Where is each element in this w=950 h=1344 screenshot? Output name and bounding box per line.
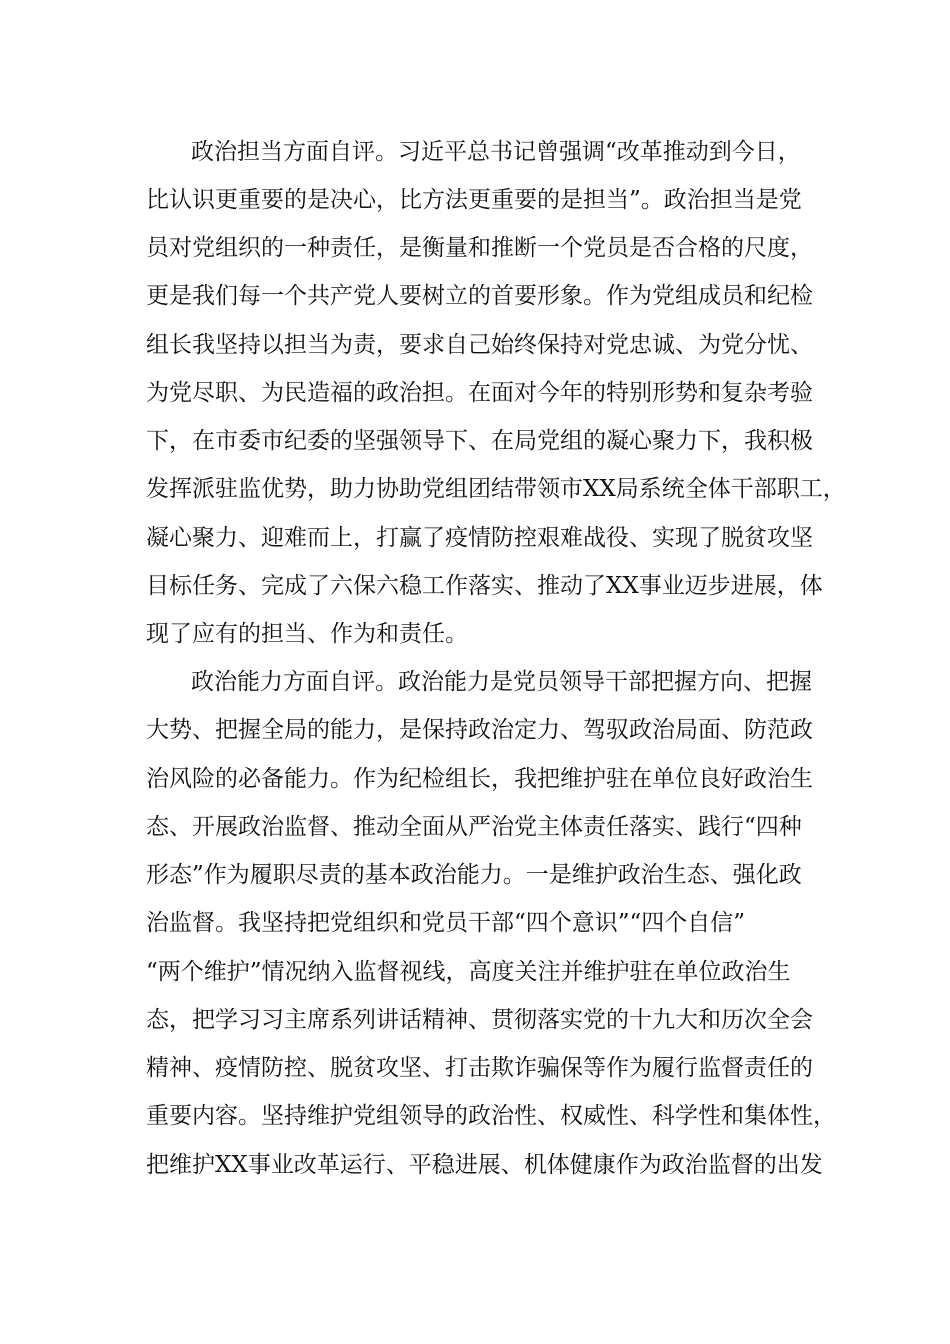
paragraph-1-line-7: 下，在市委市纪委的坚强领导下、在局党组的凝心聚力下，我积极 xyxy=(146,428,813,454)
paragraph-1-line-8: 发挥派驻监优势，助力协助党组团结带领市XX局系统全体干部职工， xyxy=(146,476,846,502)
paragraph-2-line-7: “两个维护”情况纳入监督视线，高度关注并维护驻在单位政治生 xyxy=(146,959,791,985)
paragraph-1-line-5: 组长我坚持以担当为责，要求自己始终保持对党忠诚、为党分忧、 xyxy=(146,332,813,358)
paragraph-2-line-1: 政治能力方面自评。政治能力是党员领导干部把握方向、把握 xyxy=(191,669,812,695)
paragraph-1-line-11: 现了应有的担当、作为和责任。 xyxy=(146,621,468,647)
paragraph-1-line-3: 员对党组织的一种责任，是衡量和推断一个党员是否合格的尺度， xyxy=(146,235,813,261)
paragraph-2-line-10: 重要内容。坚持维护党组领导的政治性、权威性、科学性和集体性， xyxy=(146,1103,836,1129)
paragraph-1-line-4: 更是我们每一个共产党人要树立的首要形象。作为党组成员和纪检 xyxy=(146,283,813,309)
paragraph-2-line-4: 态、开展政治监督、推动全面从严治党主体责任落实、践行“四种 xyxy=(146,814,802,840)
paragraph-2-line-8: 态，把学习习主席系列讲话精神、贯彻落实党的十九大和历次全会 xyxy=(146,1007,813,1033)
paragraph-1-line-2: 比认识更重要的是决心，比方法更重要的是担当”。政治担当是党 xyxy=(146,187,802,213)
paragraph-2-line-6: 治监督。我坚持把党组织和党员干部“四个意识”“四个自信” xyxy=(146,910,746,936)
paragraph-1-line-9: 凝心聚力、迎难而上，打赢了疫情防控艰难战役、实现了脱贫攻坚 xyxy=(146,525,813,551)
paragraph-2-line-3: 治风险的必备能力。作为纪检组长，我把维护驻在单位良好政治生 xyxy=(146,766,813,792)
paragraph-1-line-1: 政治担当方面自评。习近平总书记曾强调“改革推动到今日， xyxy=(191,139,801,165)
paragraph-2-line-5: 形态”作为履职尽责的基本政治能力。一是维护政治生态、强化政 xyxy=(146,862,802,888)
paragraph-2-line-2: 大势、把握全局的能力，是保持政治定力、驾驭政治局面、防范政 xyxy=(146,717,813,743)
paragraph-1-line-10: 目标任务、完成了六保六稳工作落实、推动了XX事业迈步进展，体 xyxy=(146,573,823,599)
paragraph-2-line-9: 精神、疫情防控、脱贫攻坚、打击欺诈骗保等作为履行监督责任的 xyxy=(146,1055,813,1081)
paragraph-1-line-6: 为党尽职、为民造福的政治担。在面对今年的特别形势和复杂考验 xyxy=(146,380,813,406)
paragraph-2-line-11: 把维护XX事业改革运行、平稳进展、机体健康作为政治监督的出发 xyxy=(146,1152,823,1178)
